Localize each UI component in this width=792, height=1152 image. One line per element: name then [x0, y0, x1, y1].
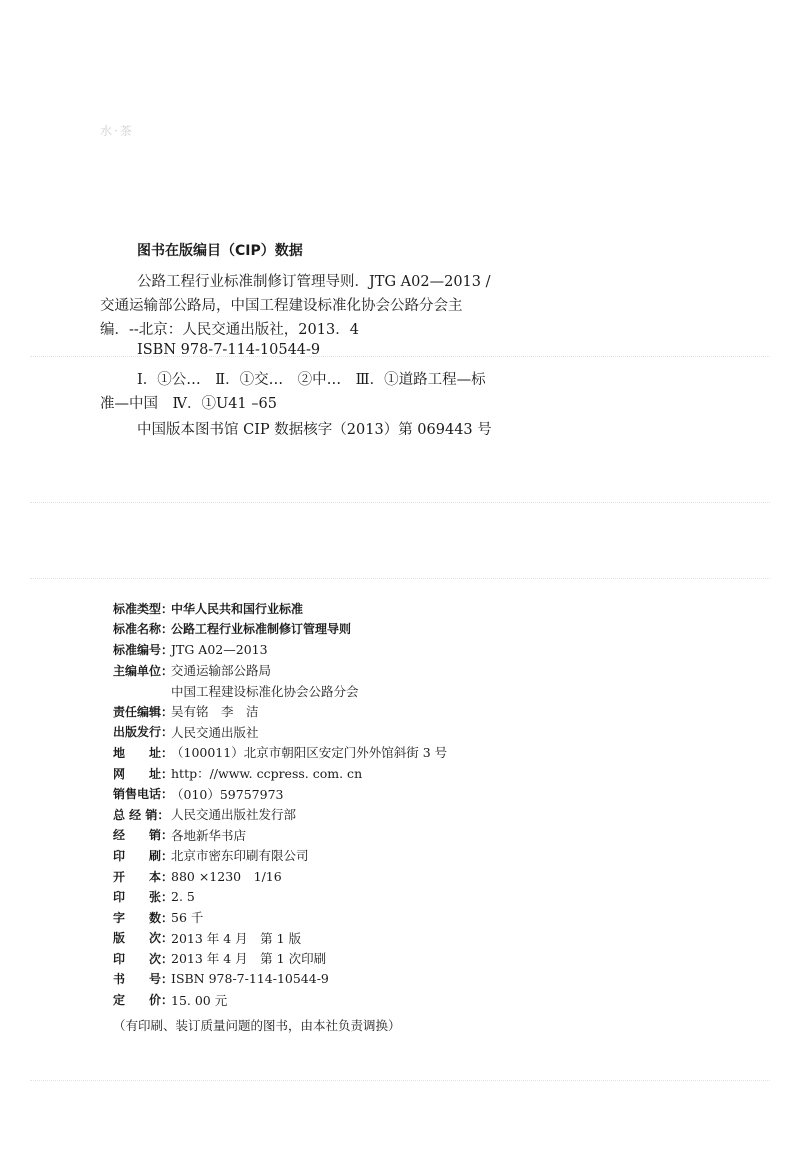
info-value: JTG A02—2013: [171, 641, 268, 657]
info-value: 中国工程建设标准化协会公路分会: [171, 683, 359, 699]
info-row: [113, 886, 447, 907]
info-value: （100011）北京市朝阳区安定门外外馆斜街 3 号: [171, 745, 448, 761]
info-row: [113, 804, 447, 825]
info-row: [113, 722, 447, 743]
info-value: 中华人民共和国行业标准: [171, 601, 304, 616]
info-label: 主编单位：: [113, 663, 174, 678]
cip-line: 交通运输部公路局，中国工程建设标准化协会公路分会主: [100, 298, 463, 314]
info-label: 定 价：: [113, 993, 174, 1008]
info-row: [113, 660, 447, 681]
cip-record-number: 中国版本图书馆 CIP 数据核字（2013）第 069443 号: [137, 422, 492, 438]
info-value: （010）59757973: [171, 786, 284, 802]
info-label: 出版发行：: [113, 725, 174, 740]
info-label: 网 址：: [113, 766, 174, 781]
scan-line: [30, 1080, 770, 1081]
cip-line: 公路工程行业标准制修订管理导则．JTG A02—2013 /: [137, 274, 491, 290]
info-label: 经 销：: [113, 828, 174, 843]
info-label: 责任编辑：: [113, 704, 174, 719]
publication-info: [113, 598, 447, 1010]
scan-line: [30, 502, 770, 503]
info-label: 总 经 销：: [113, 807, 170, 822]
info-label: 销售电话：: [113, 787, 174, 802]
info-row: [113, 619, 447, 640]
info-row: [113, 907, 447, 928]
info-row: [113, 866, 447, 887]
info-label: 开 本：: [113, 869, 174, 884]
cip-title: 图书在版编目（CIP）数据: [137, 243, 303, 259]
info-row: [113, 845, 447, 866]
info-label: 印 次：: [113, 951, 174, 966]
info-row: [113, 969, 447, 990]
info-row: [113, 701, 447, 722]
info-label: 地 址：: [113, 745, 174, 760]
info-value: 880 ×1230 1/16: [171, 869, 282, 885]
info-value: 15. 00 元: [171, 992, 228, 1008]
info-row: [113, 680, 447, 701]
info-label: 版 次：: [113, 931, 174, 946]
quality-note: （有印刷、装订质量问题的图书，由本社负责调换）: [113, 1018, 401, 1033]
faint-stamp-mark: 水·茶: [100, 124, 134, 138]
info-value: 2013 年 4 月 第 1 次印刷: [171, 951, 327, 967]
cip-line: Ⅰ．①公… Ⅱ．①交… ②中… Ⅲ．①道路工程—标: [137, 372, 486, 388]
info-label: 标准名称：: [113, 622, 174, 637]
info-value: 2. 5: [171, 889, 195, 905]
info-value: ISBN 978-7-114-10544-9: [171, 971, 329, 987]
info-value: 各地新华书店: [171, 827, 247, 843]
info-label: 字 数：: [113, 910, 174, 925]
info-row: [113, 825, 447, 846]
info-value: 公路工程行业标准制修订管理导则: [171, 622, 352, 637]
info-value: 人民交通出版社: [171, 724, 259, 740]
info-row: [113, 948, 447, 969]
info-value: 吴有铭 李 洁: [171, 704, 259, 720]
info-row: [113, 783, 447, 804]
cip-isbn: ISBN 978-7-114-10544-9: [137, 342, 321, 358]
info-row: [113, 763, 447, 784]
info-label: 印 张：: [113, 890, 174, 905]
info-row: [113, 989, 447, 1010]
info-value: 人民交通出版社发行部: [171, 807, 297, 823]
info-label: 标准编号：: [113, 642, 174, 657]
info-value: 交通运输部公路局: [171, 663, 272, 679]
cip-line: 准—中国 Ⅳ．①U41 –65: [100, 396, 277, 412]
info-value: 北京市密东印刷有限公司: [171, 848, 309, 864]
info-value: http：//www. ccpress. com. cn: [171, 766, 363, 782]
info-value: 2013 年 4 月 第 1 版: [171, 930, 302, 946]
info-row: [113, 928, 447, 949]
cip-line: 编．--北京：人民交通出版社，2013．4: [100, 322, 359, 338]
info-label: 印 刷：: [113, 848, 174, 863]
info-row: [113, 639, 447, 660]
info-label: 标准类型：: [113, 601, 174, 616]
info-row: [113, 742, 447, 763]
info-label: 书 号：: [113, 972, 174, 987]
scan-line: [30, 578, 770, 579]
info-row: [113, 598, 447, 619]
info-value: 56 千: [171, 910, 204, 926]
